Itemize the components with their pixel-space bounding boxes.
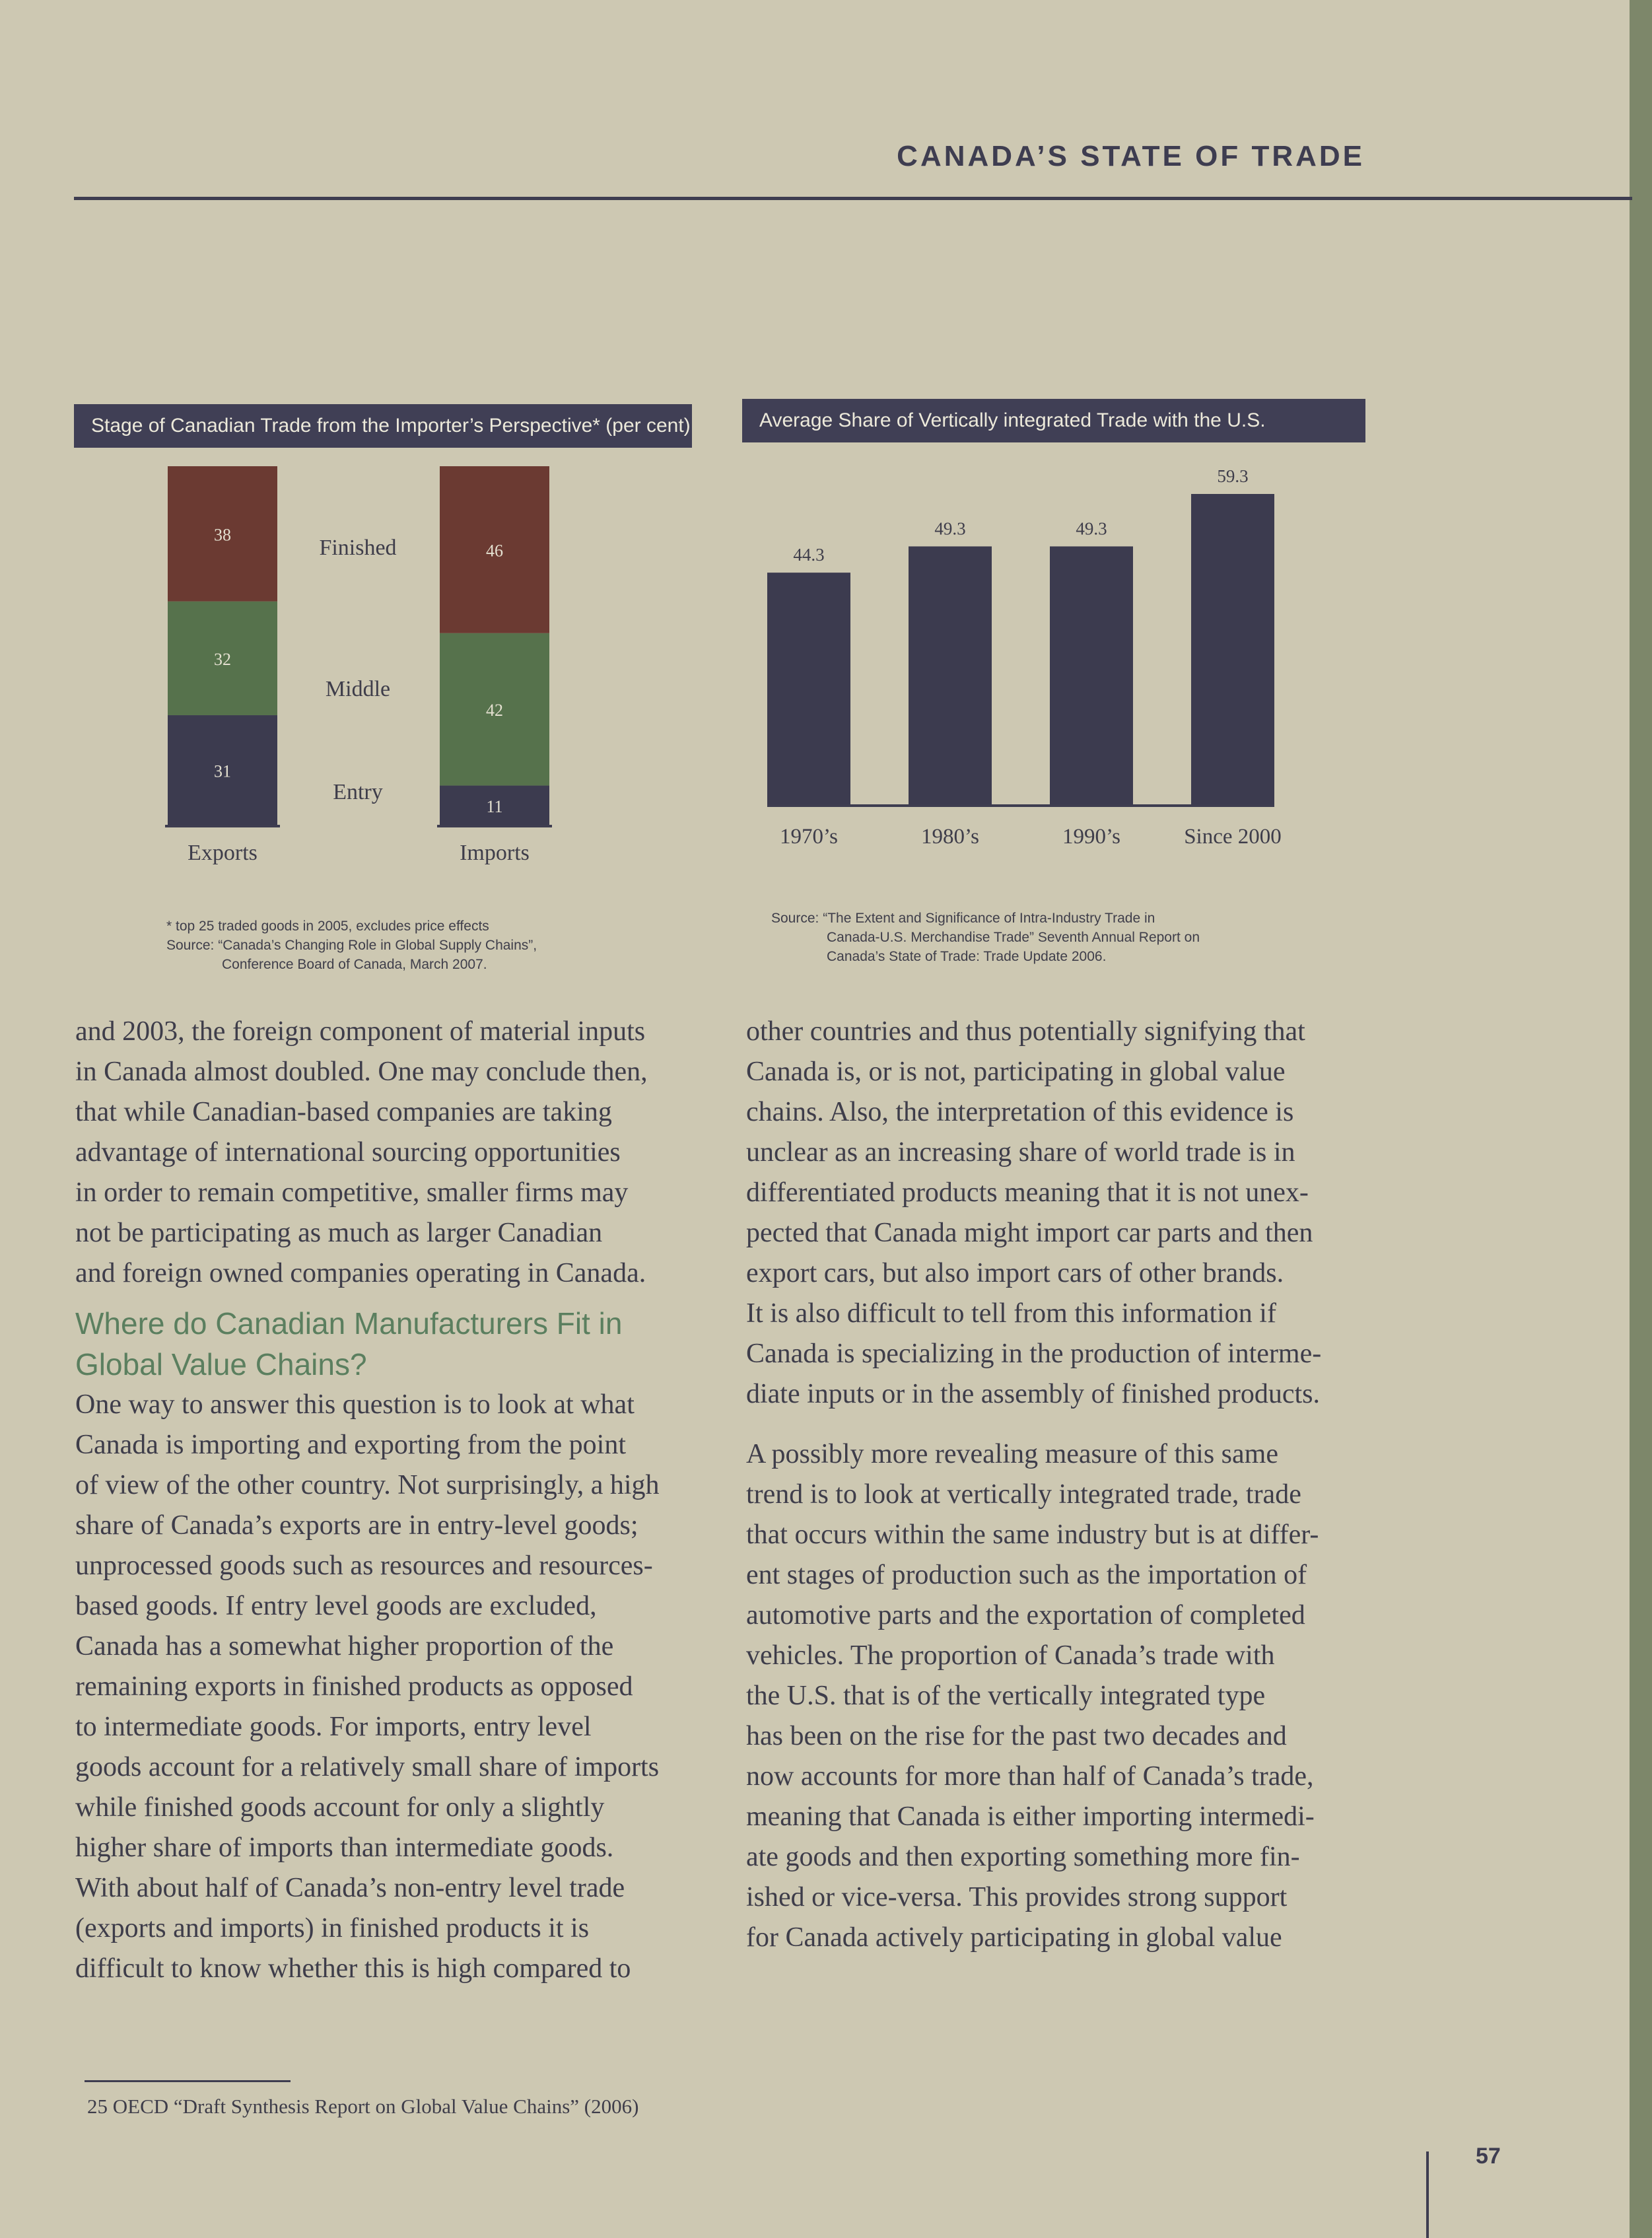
bar	[909, 546, 992, 805]
left-paragraph-2-line: (exports and imports) in finished products it is	[75, 1913, 590, 1943]
bar-category-label: Since 2000	[1184, 825, 1282, 849]
right-paragraph-2-line: the U.S. that is of the vertically integrated type	[746, 1681, 1266, 1711]
bar-chart	[742, 452, 1365, 894]
left-paragraph-2-line: unprocessed goods such as resources and resources-	[75, 1551, 653, 1581]
page-number-rule	[1426, 2151, 1429, 2238]
left-paragraph-2-line: share of Canada’s exports are in entry-level goods;	[75, 1510, 638, 1541]
right-paragraph-2-line: for Canada actively participating in global value	[746, 1922, 1282, 1953]
left-paragraph-2-line: With about half of Canada’s non-entry level trade	[75, 1873, 625, 1903]
right-text-column	[746, 1012, 1413, 1958]
bar-value-label: 49.3	[934, 518, 966, 539]
left-paragraph-2	[75, 1385, 736, 1989]
stack-value-label: 31	[214, 761, 231, 781]
left-paragraph-1-line: and 2003, the foreign component of material inputs	[75, 1016, 646, 1047]
category-label: Exports	[188, 841, 258, 865]
stack-value-label: 42	[486, 701, 503, 720]
series-label-middle: Middle	[325, 677, 391, 701]
left-paragraph-2-line: based goods. If entry level goods are excluded,	[75, 1591, 597, 1621]
left-paragraph-1	[75, 1012, 736, 1294]
right-paragraph-1-line: Canada is specializing in the production of interme-	[746, 1339, 1322, 1369]
left-text-column	[75, 1012, 736, 1989]
right-paragraph-2-line: now accounts for more than half of Canada’s trade,	[746, 1761, 1314, 1792]
right-paragraph-1-line: export cars, but also import cars of other brands.	[746, 1258, 1284, 1288]
right-paragraph-2	[746, 1434, 1413, 1958]
page-number: 57	[1476, 2144, 1501, 2169]
left-paragraph-1-line: that while Canadian-based companies are taking	[75, 1097, 612, 1127]
bar-value-label: 44.3	[793, 545, 825, 565]
right-paragraph-2-line: ent stages of production such as the importation of	[746, 1560, 1307, 1590]
chart-note-line: Canada-U.S. Merchandise Trade” Seventh Annual Report on	[827, 930, 1200, 945]
category-label: Imports	[460, 841, 530, 865]
section-heading	[75, 1303, 736, 1385]
right-paragraph-2-line: vehicles. The proportion of Canada’s trade with	[746, 1640, 1275, 1671]
chart-note-line: Source: “Canada’s Changing Role in Global Supply Chains”,	[166, 938, 537, 953]
right-paragraph-1-line: Canada is, or is not, participating in global value	[746, 1057, 1286, 1087]
left-paragraph-2-line: goods account for a relatively small share of imports	[75, 1752, 660, 1782]
bar-category-label: 1970’s	[779, 825, 839, 849]
right-paragraph-1-line: differentiated products meaning that it is not unex-	[746, 1177, 1309, 1208]
right-paragraph-1-line: other countries and thus potentially signifying that	[746, 1016, 1305, 1047]
stack-value-label: 11	[486, 796, 503, 816]
left-paragraph-2-line: of view of the other country. Not surprisingly, a high	[75, 1470, 660, 1500]
stack-value-label: 46	[486, 541, 503, 561]
stack-value-label: 38	[214, 525, 231, 545]
right-paragraph-2-line: has been on the rise for the past two decades and	[746, 1721, 1287, 1751]
right-paragraph-2-line: that occurs within the same industry but is at differ-	[746, 1520, 1319, 1550]
chart-vertical-trade	[742, 399, 1365, 980]
right-paragraph-2-line: automotive parts and the exportation of completed	[746, 1600, 1305, 1630]
right-paragraph-2-line: meaning that Canada is either importing intermedi-	[746, 1801, 1315, 1832]
page-edge-strip	[1630, 0, 1652, 2238]
chart-vertical-trade-notes	[771, 909, 1352, 966]
chart-stage-of-trade	[74, 404, 692, 985]
right-paragraph-1-line: It is also difficult to tell from this information if	[746, 1298, 1276, 1329]
chart-vertical-trade-title: Average Share of Vertically integrated Trade with the U.S.	[742, 399, 1365, 442]
right-paragraph-2-line: ate goods and then exporting something more fin-	[746, 1842, 1300, 1872]
bar-category-label: 1990’s	[1062, 825, 1121, 849]
left-paragraph-2-line: Canada is importing and exporting from the point	[75, 1430, 627, 1460]
bar	[1050, 546, 1133, 805]
section-heading-line: Global Value Chains?	[75, 1347, 367, 1381]
right-paragraph-2-line: ished or vice-versa. This provides strong support	[746, 1882, 1288, 1912]
running-header-title: CANADA’S STATE OF TRADE	[897, 140, 1365, 172]
left-paragraph-1-line: not be participating as much as larger Canadian	[75, 1218, 603, 1248]
chart-note-line: Source: “The Extent and Significance of Intra-Industry Trade in	[771, 911, 1155, 926]
right-paragraph-1-line: diate inputs or in the assembly of finished products.	[746, 1379, 1321, 1409]
bar-value-label: 59.3	[1217, 466, 1249, 486]
left-paragraph-2-line: to intermediate goods. For imports, entry level	[75, 1712, 592, 1742]
left-paragraph-1-line: in order to remain competitive, smaller firms may	[75, 1177, 629, 1208]
series-label-finished: Finished	[319, 536, 397, 560]
left-paragraph-1-line: and foreign owned companies operating in Canada.	[75, 1258, 646, 1288]
chart-note-line: Conference Board of Canada, March 2007.	[222, 957, 487, 972]
chart-stage-of-trade-title: Stage of Canadian Trade from the Importer’s Perspective* (per cent)	[74, 404, 692, 448]
bar	[1191, 494, 1274, 805]
right-paragraph-2-line: trend is to look at vertically integrated trade, trade	[746, 1479, 1301, 1510]
right-paragraph-2-line: A possibly more revealing measure of this same	[746, 1439, 1278, 1469]
right-paragraph-1	[746, 1012, 1413, 1415]
left-paragraph-2-line: while finished goods account for only a slightly	[75, 1792, 605, 1823]
left-paragraph-1-line: in Canada almost doubled. One may conclude then,	[75, 1057, 648, 1087]
left-paragraph-2-line: remaining exports in finished products as opposed	[75, 1671, 633, 1702]
chart-note-line: * top 25 traded goods in 2005, excludes price effects	[166, 919, 489, 934]
stack-value-label: 32	[214, 649, 231, 669]
header-rule	[74, 197, 1632, 200]
chart-stage-of-trade-notes	[166, 917, 668, 974]
left-paragraph-2-line: higher share of imports than intermediate goods.	[75, 1833, 614, 1863]
right-paragraph-1-line: chains. Also, the interpretation of this evidence is	[746, 1097, 1294, 1127]
left-paragraph-2-line: One way to answer this question is to look at what	[75, 1389, 635, 1420]
right-paragraph-1-line: pected that Canada might import car parts and then	[746, 1218, 1313, 1248]
right-paragraph-1-line: unclear as an increasing share of world trade is in	[746, 1137, 1295, 1168]
section-heading-line: Where do Canadian Manufacturers Fit in	[75, 1306, 623, 1341]
series-label-entry: Entry	[333, 780, 383, 804]
footnote: 25 OECD “Draft Synthesis Report on Global Value Chains” (2006)	[87, 2095, 639, 2118]
stacked-bar-chart	[74, 464, 692, 899]
left-paragraph-2-line: difficult to know whether this is high compared to	[75, 1953, 631, 1984]
chart-note-line: Canada’s State of Trade: Trade Update 2006.	[827, 949, 1107, 964]
left-paragraph-2-line: Canada has a somewhat higher proportion of the	[75, 1631, 614, 1661]
footnote-rule	[85, 2080, 291, 2082]
left-paragraph-1-line: advantage of international sourcing opportunities	[75, 1137, 621, 1168]
bar	[767, 573, 850, 805]
bar-category-label: 1980’s	[920, 825, 980, 849]
bar-value-label: 49.3	[1076, 518, 1107, 539]
